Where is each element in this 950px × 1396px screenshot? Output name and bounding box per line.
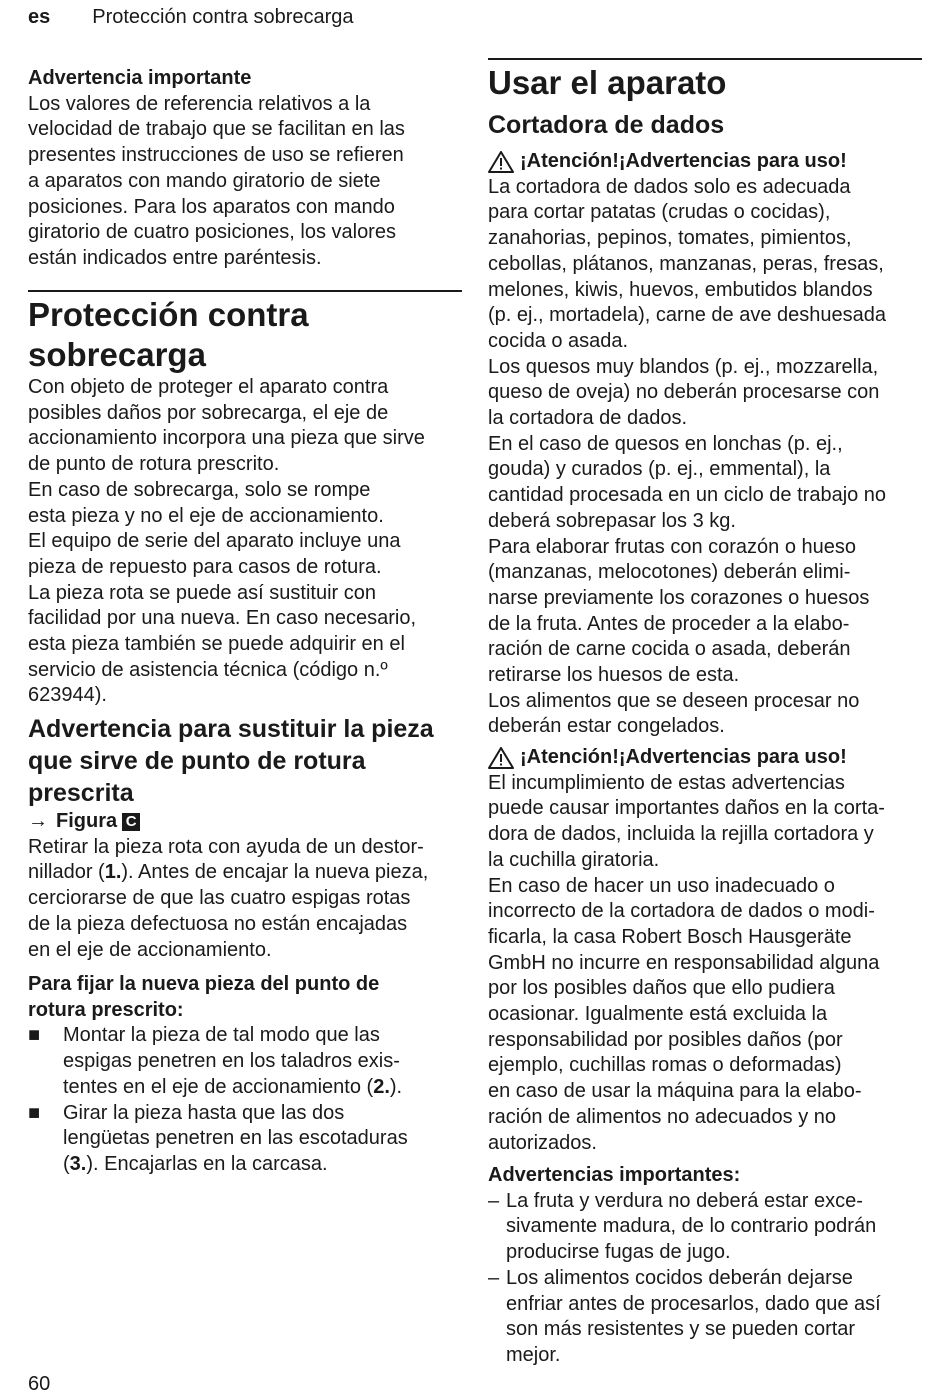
text-line: En el caso de quesos en lonchas (p. ej., — [488, 432, 843, 455]
text-line: espigas penetren en los taladros exis- — [63, 1050, 400, 1073]
text-line: para cortar patatas (crudas o cocidas), — [488, 201, 831, 224]
text-line: en caso de usar la máquina para la elabo- — [488, 1080, 862, 1103]
text-line: Con objeto de proteger el aparato contra — [28, 376, 389, 398]
step-number: 3. — [69, 1152, 87, 1175]
text-line: narse previamente los corazones o huesos — [488, 586, 870, 609]
text-line: deberán estar congelados. — [488, 715, 725, 738]
page-number: 60 — [28, 1373, 51, 1395]
header-title: Protección contra sobrecarga — [92, 6, 354, 28]
figure-letter-badge: C — [122, 813, 140, 831]
text-line: cantidad procesada en un ciclo de trabajo no — [488, 484, 887, 507]
list-item — [488, 1266, 922, 1369]
use-device-section — [488, 63, 922, 141]
text-line: de la fruta. Antes de proceder a la elabo- — [488, 612, 850, 635]
text-line: producirse fugas de jugo. — [506, 1241, 731, 1264]
text-line: dora de dados, incluida la rejilla cortadora y — [488, 823, 874, 846]
list-item — [28, 1023, 462, 1100]
important-notes-section — [488, 1163, 922, 1369]
text-line: mejor. — [506, 1343, 561, 1366]
text-line: a aparatos con mando giratorio de siete — [28, 169, 381, 192]
text-line: (manzanas, melocotones) deberán elimi- — [488, 561, 851, 584]
text-span: nillador ( — [28, 861, 105, 884]
text-line: ejemplo, cuchillas romas o deformadas) — [488, 1054, 842, 1077]
text-line: de la pieza defectuosa no están encajadas — [28, 912, 408, 935]
fix-part-heading-line: rotura prescrito: — [28, 998, 184, 1021]
figure-reference — [28, 809, 462, 835]
replace-part-section — [28, 713, 462, 963]
text-line: responsabilidad por posibles daños (por — [488, 1028, 843, 1051]
warning-heading-text: ¡Atención!¡Advertencias para uso! — [520, 150, 847, 172]
text-line: Los valores de referencia relativos a la — [28, 92, 371, 115]
warning-triangle-icon — [488, 747, 514, 769]
text-line — [63, 1152, 408, 1178]
text-line: La pieza rota se puede así sustituir con — [28, 581, 376, 604]
text-line: esta pieza también se puede adquirir en el — [28, 633, 405, 656]
text-line: ocasionar. Igualmente está excluida la — [488, 1003, 828, 1026]
text-line: facilidad por una nueva. En caso necesario, — [28, 607, 417, 630]
arrow-right-icon: → — [28, 810, 48, 832]
text-line: giratorio de cuatro posiciones, los valores — [28, 221, 396, 244]
step-number: 1. — [104, 861, 122, 884]
text-line: En caso de hacer un uso inadecuado o — [488, 874, 835, 897]
text-line: por los posibles daños que ello pudiera — [488, 977, 835, 1000]
overload-title-line: Protección contra — [28, 296, 309, 333]
important-notes-heading: Advertencias importantes: — [488, 1164, 741, 1186]
text-line: El incumplimiento de estas advertencias — [488, 771, 845, 794]
text-line: enfriar antes de procesarlos, dado que así — [506, 1292, 881, 1315]
text-line: queso de oveja) no deberán procesarse con — [488, 381, 880, 404]
text-line: posibles daños por sobrecarga, el eje de — [28, 401, 389, 424]
text-line: Retirar la pieza rota con ayuda de un destor- — [28, 835, 424, 858]
text-line: accionamiento incorpora una pieza que sirve — [28, 427, 425, 450]
text-line: retirarse los huesos de esta. — [488, 664, 740, 687]
text-line: sivamente madura, de lo contrario podrán — [506, 1215, 877, 1238]
text-line: incorrecto de la cortadora de dados o modi- — [488, 900, 875, 923]
fix-part-heading-line: Para fijar la nueva pieza del punto de — [28, 973, 380, 995]
text-line: pieza de repuesto para casos de rotura. — [28, 555, 382, 578]
text-line: Los quesos muy blandos (p. ej., mozzarella, — [488, 355, 879, 378]
text-line: melones, kiwis, huevos, embutidos blandos — [488, 278, 873, 301]
use-device-title: Usar el aparato — [488, 64, 727, 101]
fix-part-section — [28, 972, 462, 1178]
text-line: cebollas, plátanos, manzanas, peras, fresas, — [488, 252, 884, 275]
text-line: puede causar importantes daños en la corta- — [488, 797, 885, 820]
dash-bullet: – — [488, 1189, 500, 1212]
warning-text — [488, 771, 922, 1157]
dice-cutter-subtitle: Cortadora de dados — [488, 111, 725, 139]
replace-part-title-line: prescrita — [28, 779, 134, 807]
section-divider — [28, 290, 462, 292]
text-line: gouda) y curados (p. ej., emmental), la — [488, 458, 831, 481]
warning-heading — [488, 745, 922, 771]
text-line: posiciones. Para los aparatos con mando — [28, 195, 395, 218]
text-span: ). — [389, 1075, 403, 1098]
text-line: Montar la pieza de tal modo que las — [63, 1024, 380, 1047]
text-line — [63, 1075, 402, 1101]
text-line: 623944). — [28, 684, 107, 707]
text-span: ( — [63, 1152, 70, 1175]
square-bullet-icon: ■ — [28, 1024, 41, 1047]
text-line: velocidad de trabajo que se facilitan en las — [28, 118, 405, 141]
text-line: La fruta y verdura no deberá estar exce- — [506, 1189, 863, 1212]
text-line: en el eje de accionamiento. — [28, 938, 272, 961]
text-line: En caso de sobrecarga, solo se rompe — [28, 478, 371, 501]
list-item — [488, 1189, 922, 1266]
text-line: La cortadora de dados solo es adecuada — [488, 175, 851, 198]
dash-bullet: – — [488, 1266, 500, 1289]
text-line: cerciorarse de que las cuatro espigas rotas — [28, 887, 411, 910]
text-line: Para elaborar frutas con corazón o hueso — [488, 535, 856, 558]
text-line: Los alimentos cocidos deberán dejarse — [506, 1266, 853, 1289]
text-line: ración de carne cocida o asada, deberán — [488, 638, 851, 661]
list-item — [28, 1101, 462, 1178]
text-line: autorizados. — [488, 1131, 597, 1154]
text-line: están indicados entre paréntesis. — [28, 246, 322, 269]
language-code: es — [28, 6, 51, 28]
overload-section — [28, 295, 462, 709]
square-bullet-icon: ■ — [28, 1101, 41, 1124]
text-line: (p. ej., mortadela), carne de ave deshuesada — [488, 304, 887, 327]
text-line: Girar la pieza hasta que las dos — [63, 1101, 345, 1124]
text-span: ). Encajarlas en la carcasa. — [86, 1152, 328, 1175]
replace-part-title-line: Advertencia para sustituir la pieza — [28, 715, 434, 743]
figure-label: Figura — [56, 810, 118, 832]
section-divider — [488, 58, 922, 60]
text-line: de punto de rotura prescrito. — [28, 453, 280, 476]
text-line: esta pieza y no el eje de accionamiento. — [28, 504, 384, 527]
text-line: cocida o asada. — [488, 329, 629, 352]
warning-triangle-icon — [488, 151, 514, 173]
text-span: ). Antes de encajar la nueva pieza, — [121, 861, 429, 884]
text-line: la cortadora de dados. — [488, 407, 688, 430]
important-note-text — [28, 92, 462, 272]
warning-text — [488, 175, 922, 740]
text-line: presentes instrucciones de uso se refieren — [28, 144, 404, 167]
text-line: ficarla, la casa Robert Bosch Hausgeräte — [488, 925, 852, 948]
text-line: deberá sobrepasar los 3 kg. — [488, 509, 736, 532]
important-note-heading: Advertencia importante — [28, 67, 252, 89]
warning-heading-text: ¡Atención!¡Advertencias para uso! — [520, 746, 847, 768]
text-line — [28, 860, 462, 886]
text-span: tentes en el eje de accionamiento ( — [63, 1075, 374, 1098]
overload-text — [28, 375, 462, 709]
important-note-section — [28, 66, 462, 272]
overload-title-line: sobrecarga — [28, 336, 206, 373]
text-line: lengüetas penetren en las escotaduras — [63, 1127, 408, 1150]
text-line: servicio de asistencia técnica (código n.º — [28, 658, 388, 681]
page-header — [28, 6, 354, 29]
text-line: la cuchilla giratoria. — [488, 848, 660, 871]
text-line: Los alimentos que se deseen procesar no — [488, 689, 860, 712]
text-line: ración de alimentos no adecuados y no — [488, 1105, 837, 1128]
text-line: zanahorias, pepinos, tomates, pimientos, — [488, 227, 852, 250]
text-line: GmbH no incurre en responsabilidad alguna — [488, 951, 880, 974]
warning-section-2 — [488, 745, 922, 1156]
warning-heading — [488, 149, 922, 175]
text-line: son más resistentes y se pueden cortar — [506, 1318, 856, 1341]
replace-part-title-line: que sirve de punto de rotura — [28, 747, 366, 775]
text-line: El equipo de serie del aparato incluye una — [28, 530, 401, 553]
warning-section-1 — [488, 149, 922, 740]
step-number: 2. — [373, 1075, 390, 1098]
